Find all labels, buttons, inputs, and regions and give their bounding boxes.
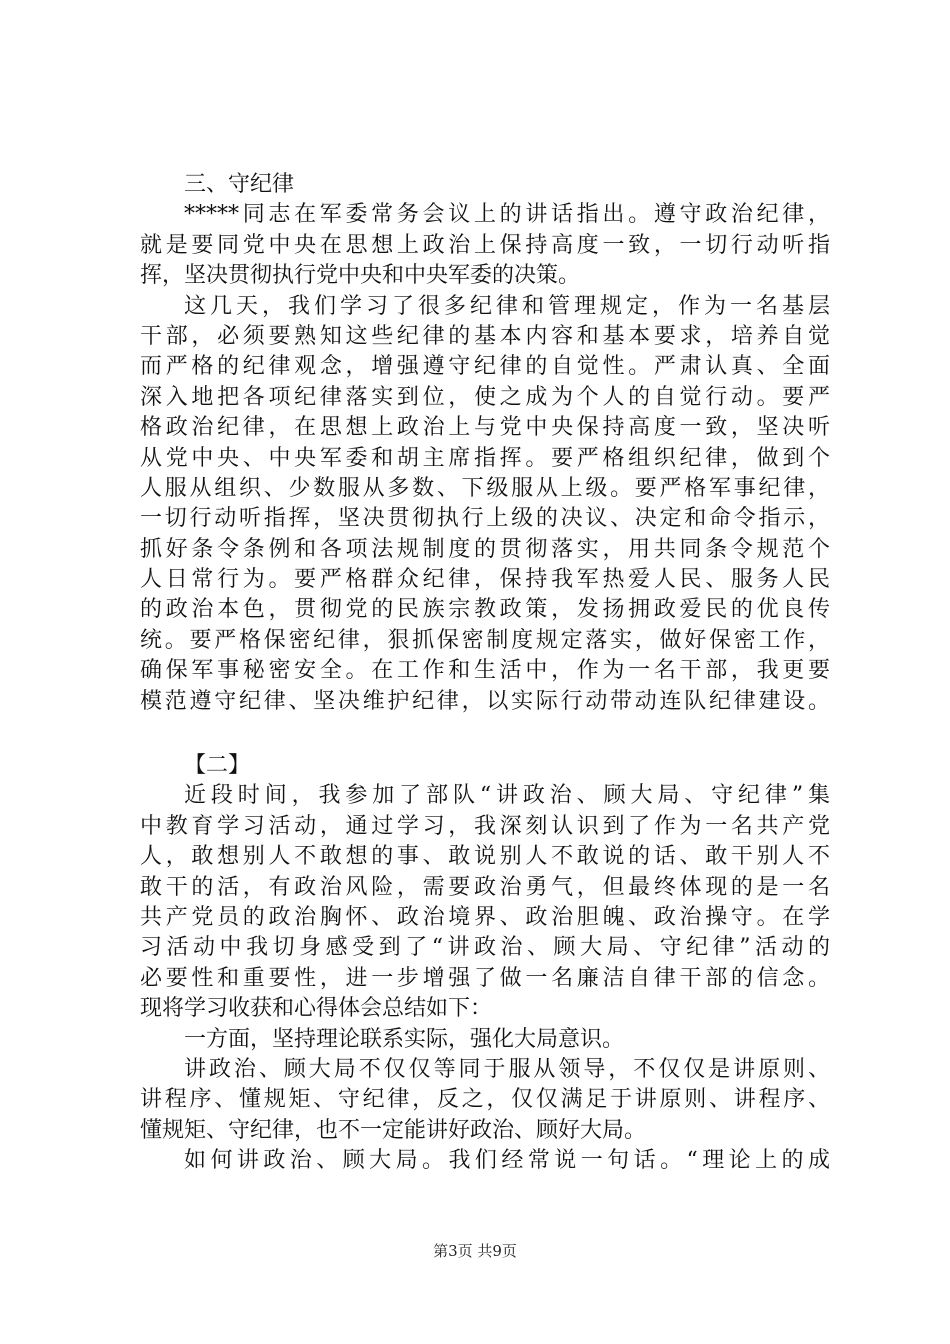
text-line: 这几天，我们学习了很多纪律和管理规定，作为一名基层 bbox=[184, 293, 830, 319]
paragraph-politics-overall bbox=[140, 1055, 830, 1146]
paragraph-how-to bbox=[140, 1146, 830, 1176]
text-line: 共产党员的政治胸怀、政治境界、政治胆魄、政治操守。在学 bbox=[140, 904, 830, 930]
paragraph-political-discipline bbox=[140, 200, 830, 291]
text-line: 干部，必须要熟知这些纪律的基本内容和基本要求，培养自觉 bbox=[140, 323, 830, 349]
text-line: 讲政治、顾大局不仅仅等同于服从领导，不仅仅是讲原则、 bbox=[184, 1056, 830, 1082]
text-line: 中教育学习活动，通过学习，我深刻认识到了作为一名共产党 bbox=[140, 813, 830, 839]
text-line: 而严格的纪律观念，增强遵守纪律的自觉性。严肃认真、全面 bbox=[140, 354, 830, 380]
page-footer: 第3页 共9页 bbox=[433, 1242, 517, 1260]
text-line: 一切行动听指挥，坚决贯彻执行上级的决议、决定和命令指示， bbox=[140, 506, 830, 532]
text-line: 习活动中我切身感受到了“讲政治、顾大局、守纪律”活动的 bbox=[140, 935, 830, 961]
text-line: 现将学习收获和心得体会总结如下： bbox=[140, 996, 493, 1022]
paragraph-first-aspect bbox=[140, 1025, 830, 1055]
text-line: 挥，坚决贯彻执行党中央和中央军委的决策。 bbox=[140, 263, 581, 289]
text-line: 人，敢想别人不敢想的事、敢说别人不敢说的话、敢干别人不 bbox=[140, 844, 830, 870]
paragraph-study-activity bbox=[140, 781, 830, 1024]
text-line: 确保军事秘密安全。在工作和生活中，作为一名干部，我更要 bbox=[140, 658, 830, 684]
section-heading: 三、守纪律 bbox=[184, 172, 295, 197]
part-heading: 【二】 bbox=[184, 753, 251, 779]
text-line: 懂规矩、守纪律，也不一定能讲好政治、顾好大局。 bbox=[140, 1117, 647, 1143]
text-line: 抓好条令条例和各项法规制度的贯彻落实，用共同条令规范个 bbox=[140, 536, 830, 562]
text-line: 就是要同党中央在思想上政治上保持高度一致，一切行动听指 bbox=[140, 232, 830, 258]
text-line: 如何讲政治、顾大局。我们经常说一句话。“理论上的成 bbox=[184, 1148, 830, 1174]
text-line: 从党中央、中央军委和胡主席指挥。要严格组织纪律，做到个 bbox=[140, 445, 830, 471]
text-line: *****同志在军委常务会议上的讲话指出。遵守政治纪律， bbox=[184, 202, 830, 228]
text-line: 人服从组织、少数服从多数、下级服从上级。要严格军事纪律， bbox=[140, 475, 830, 501]
text-line: 深入地把各项纪律落实到位，使之成为个人的自觉行动。要严 bbox=[140, 384, 830, 410]
paragraph-discipline-study bbox=[140, 292, 830, 717]
text-line: 一方面，坚持理论联系实际，强化大局意识。 bbox=[184, 1026, 625, 1052]
text-line: 敢干的活，有政治风险，需要政治勇气，但最终体现的是一名 bbox=[140, 874, 830, 900]
text-line: 模范遵守纪律、坚决维护纪律，以实际行动带动连队纪律建设。 bbox=[140, 688, 830, 714]
text-line: 讲程序、懂规矩、守纪律，反之，仅仅满足于讲原则、讲程序、 bbox=[140, 1087, 830, 1113]
document-body bbox=[140, 170, 830, 1177]
text-line: 格政治纪律，在思想上政治上与党中央保持高度一致，坚决听 bbox=[140, 415, 830, 441]
text-line: 的政治本色，贯彻党的民族宗教政策，发扬拥政爱民的优良传 bbox=[140, 597, 830, 623]
text-line: 人日常行为。要严格群众纪律，保持我军热爱人民、服务人民 bbox=[140, 567, 830, 593]
text-line: 统。要严格保密纪律，狠抓保密制度规定落实，做好保密工作， bbox=[140, 627, 830, 653]
text-line: 近段时间，我参加了部队“讲政治、顾大局、守纪律”集 bbox=[184, 783, 830, 809]
text-line: 必要性和重要性，进一步增强了做一名廉洁自律干部的信念。 bbox=[140, 965, 830, 991]
paragraph-gap bbox=[140, 717, 830, 751]
